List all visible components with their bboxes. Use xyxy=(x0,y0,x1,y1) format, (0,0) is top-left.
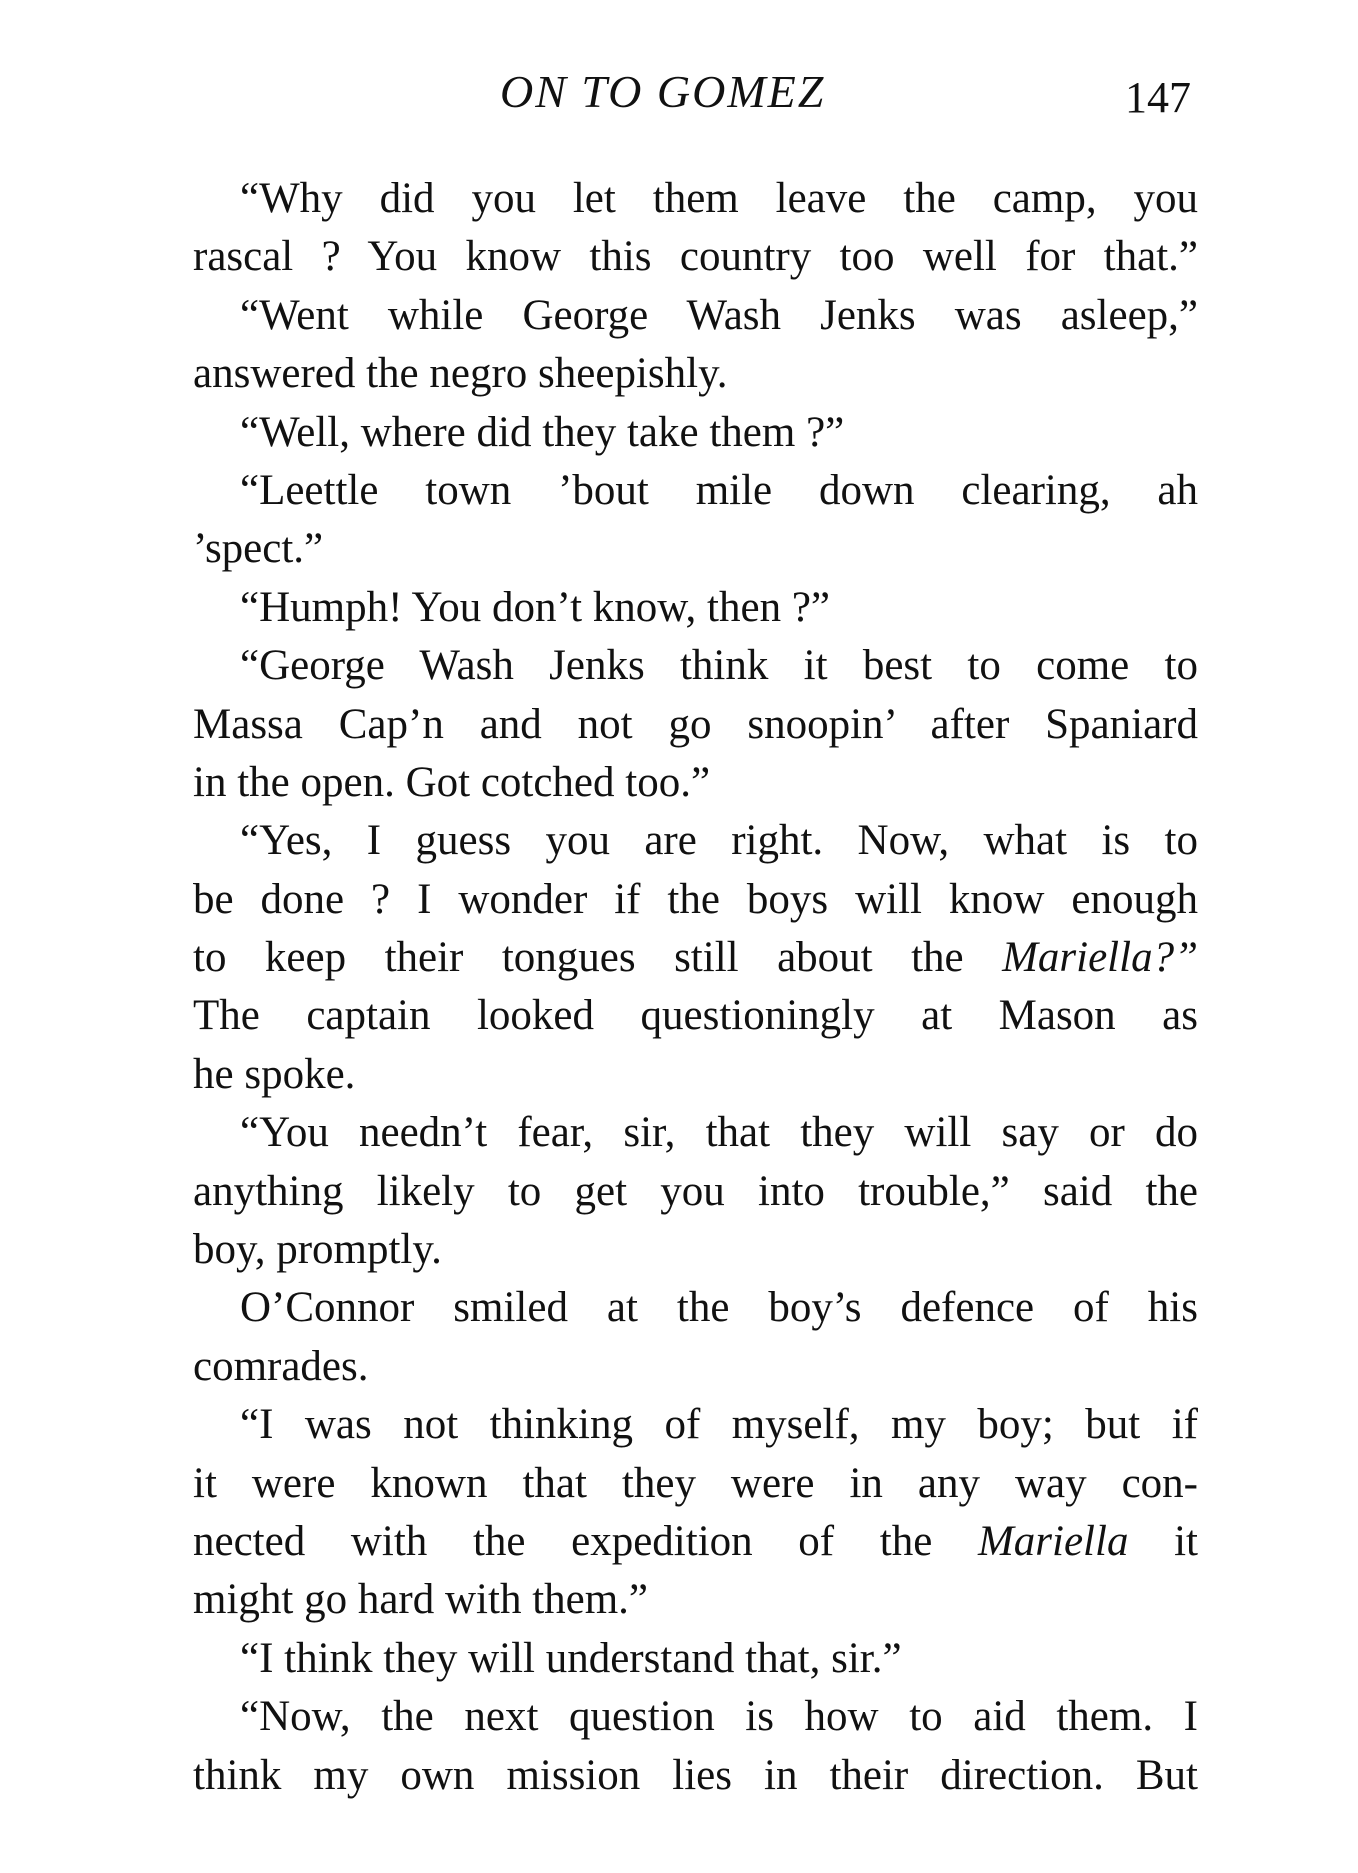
ship-name-italic: Mariella?” xyxy=(1002,934,1198,982)
text-line: “I was not thinking of myself, my boy; but if xyxy=(240,1401,1198,1449)
text-line: Massa Cap’n and not go snoopin’ after Spaniard xyxy=(193,700,1198,748)
text-line: O’Connor smiled at the boy’s defence of his xyxy=(240,1284,1198,1332)
page-number: 147 xyxy=(1125,73,1191,122)
text-line: The captain looked questioningly at Mason as xyxy=(193,992,1198,1040)
text-line: boy, promptly. xyxy=(193,1226,442,1274)
body-text xyxy=(193,170,1198,1805)
text-line: it were known that they were in any way con- xyxy=(193,1459,1198,1507)
text-line: “Yes, I guess you are right. Now, what is to xyxy=(240,817,1198,865)
text-line: he spoke. xyxy=(193,1050,356,1098)
text-line: “Humph! You don’t know, then ?” xyxy=(240,583,831,631)
text-line: “Went while George Wash Jenks was asleep,” xyxy=(240,291,1198,339)
ship-name-italic: Mariella xyxy=(977,1517,1129,1565)
text-line: “You needn’t fear, sir, that they will say or do xyxy=(240,1109,1198,1157)
text-line: anything likely to get you into trouble,” said the xyxy=(193,1167,1198,1215)
text-line: be done ? I wonder if the boys will know enough xyxy=(193,875,1198,923)
text-line: in the open. Got cotched too.” xyxy=(193,758,711,806)
text-line: nected with the expedition of the Mariella it xyxy=(193,1517,1198,1565)
text-line: “Why did you let them leave the camp, you xyxy=(240,175,1198,222)
running-head xyxy=(0,62,1358,122)
text-line: rascal ? You know this country too well for that.” xyxy=(193,233,1198,281)
text-line: “I think they will understand that, sir.” xyxy=(240,1634,902,1682)
text-line: “George Wash Jenks think it best to come to xyxy=(240,642,1198,690)
text-line: “Leettle town ’bout mile down clearing, ah xyxy=(240,466,1198,514)
text-line: to keep their tongues still about the Mariella?” xyxy=(193,934,1198,982)
text-line: answered the negro sheepishly. xyxy=(193,350,728,398)
text-line: “Now, the next question is how to aid them. I xyxy=(240,1693,1198,1741)
text-line: comrades. xyxy=(193,1342,369,1390)
running-title: ON TO GOMEZ xyxy=(500,66,826,117)
text-line: think my own mission lies in their direction. But xyxy=(193,1751,1198,1799)
text-line: ’spect.” xyxy=(193,525,324,573)
text-line: “Well, where did they take them ?” xyxy=(240,408,845,456)
text-line: might go hard with them.” xyxy=(193,1576,649,1624)
